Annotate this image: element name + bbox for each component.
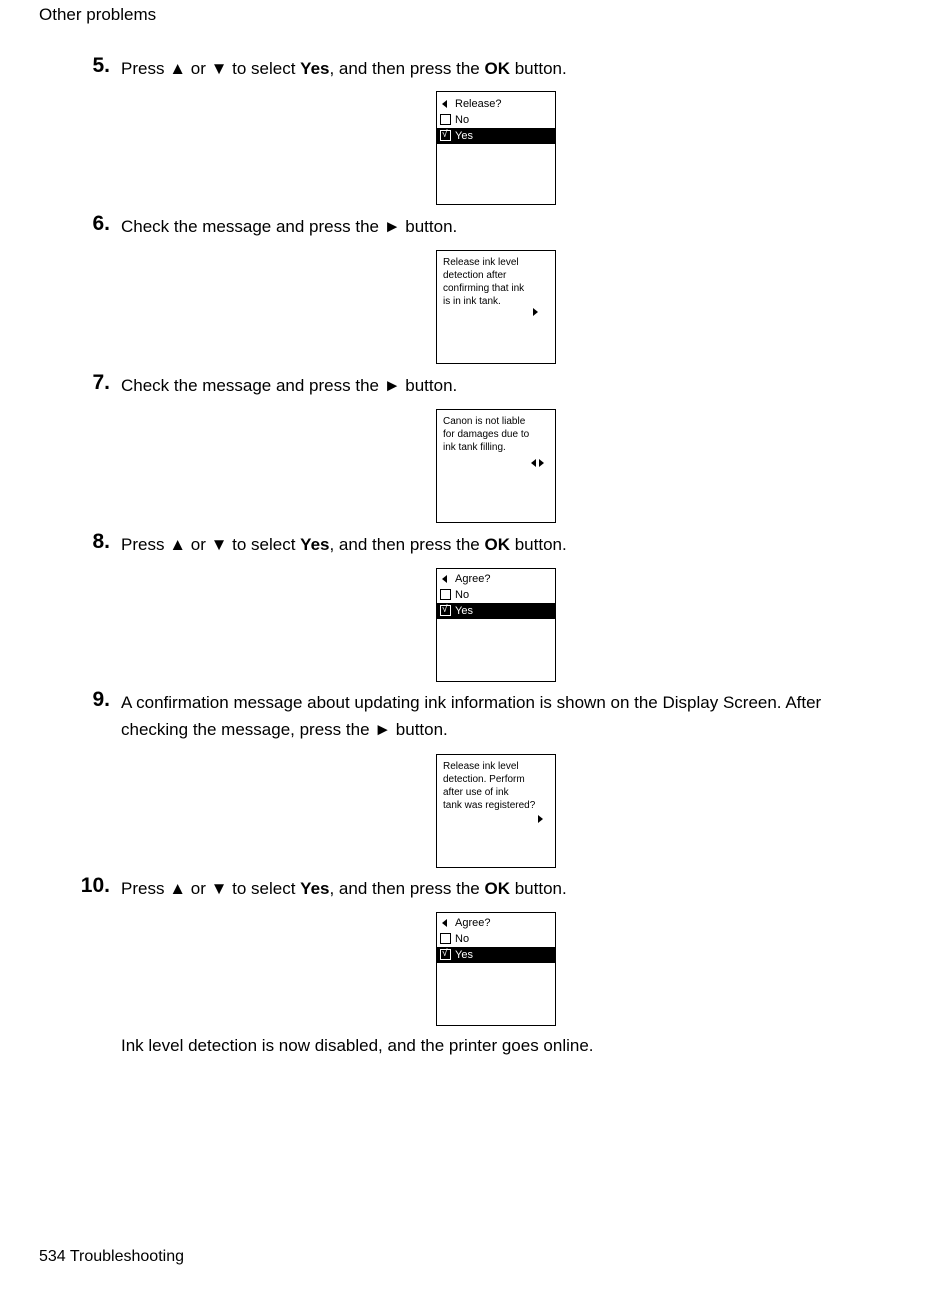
right-arrow-icon (533, 308, 538, 316)
menu-title: Agree? (437, 915, 555, 931)
option-no: No (437, 587, 555, 603)
back-arrow-icon (442, 919, 447, 927)
page-header: Other problems (39, 5, 157, 24)
option-yes-selected: √ Yes (437, 128, 555, 144)
menu-title: Release? (437, 96, 555, 112)
step-text: Check the message and press the ► button. (121, 217, 458, 236)
step-number: 9. (92, 688, 110, 711)
page-footer: 534 Troubleshooting (39, 1248, 184, 1265)
screen-message: Canon is not liable for damages due to ink tank filling. (443, 416, 530, 453)
display-screen-agree (436, 568, 556, 682)
display-screen-message (436, 250, 556, 364)
screen-message: Release ink level detection after confirming that ink is in ink tank. (443, 257, 525, 307)
back-arrow-icon (442, 100, 447, 108)
back-arrow-icon (442, 575, 447, 583)
option-yes-selected: √ Yes (437, 947, 555, 963)
step-text: A confirmation message about updating ink information is shown on the Display Screen. After checking the message, press the ► button. (121, 693, 822, 739)
checkbox-checked-icon: √ (440, 130, 451, 141)
step-text: Press ▲ or ▼ to select Yes, and then press the OK button. (121, 879, 567, 898)
display-screen-message (436, 409, 556, 523)
checkbox-checked-icon: √ (440, 949, 451, 960)
option-no: No (437, 931, 555, 947)
step-number: 5. (92, 54, 110, 77)
display-screen-agree (436, 912, 556, 1026)
step-number: 7. (92, 371, 110, 394)
left-arrow-icon (531, 459, 536, 467)
right-arrow-icon (539, 459, 544, 467)
step-text: Press ▲ or ▼ to select Yes, and then press the OK button. (121, 59, 567, 78)
display-screen-message (436, 754, 556, 868)
menu-title: Agree? (437, 571, 555, 587)
checkbox-icon (440, 933, 451, 944)
final-note: Ink level detection is now disabled, and the printer goes online. (121, 1036, 594, 1055)
option-no: No (437, 112, 555, 128)
option-yes-selected: √ Yes (437, 603, 555, 619)
checkbox-checked-icon: √ (440, 605, 451, 616)
checkbox-icon (440, 114, 451, 125)
step-number: 10. (80, 874, 110, 897)
step-number: 8. (92, 530, 110, 553)
checkbox-icon (440, 589, 451, 600)
display-screen-release (436, 91, 556, 205)
step-text: Press ▲ or ▼ to select Yes, and then press the OK button. (121, 535, 567, 554)
screen-message: Release ink level detection. Perform after use of ink tank was registered? (443, 761, 536, 811)
step-number: 6. (92, 212, 110, 235)
right-arrow-icon (538, 815, 543, 823)
step-text: Check the message and press the ► button. (121, 376, 458, 395)
